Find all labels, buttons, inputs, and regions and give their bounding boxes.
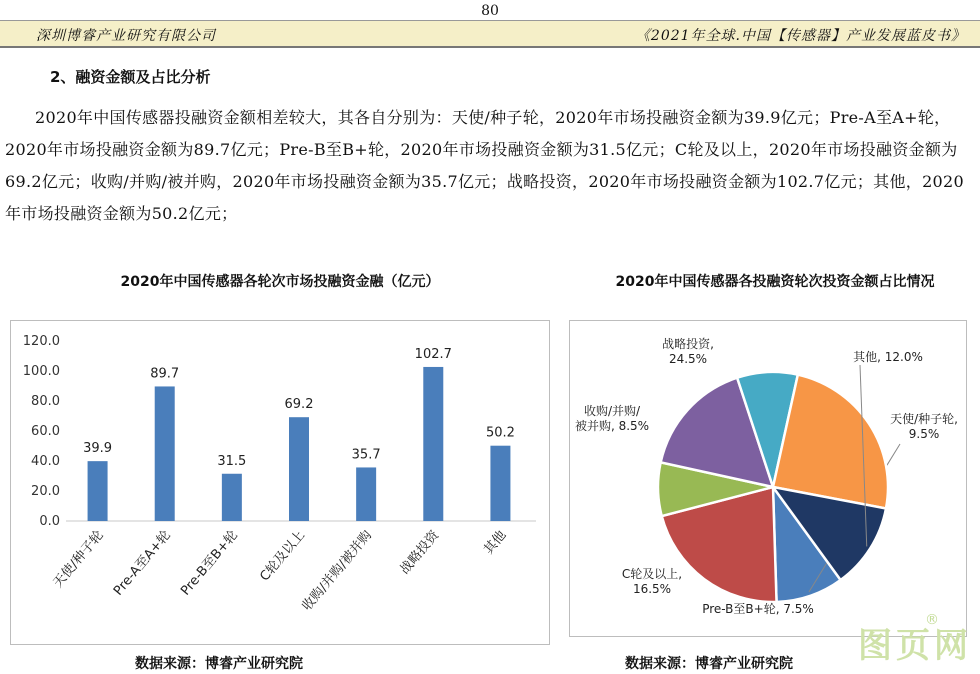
bar-value-label: 35.7 [351,447,381,463]
bar [222,474,242,521]
x-category-label: 其他 [481,527,510,558]
pie-chart-frame [569,320,967,637]
pie-slice-label: 天使/种子轮, [890,412,958,426]
x-category-label: 收购/并购/被并购 [299,527,376,614]
pie-chart-title: 2020年中国传感器各投融资轮次投资金额占比情况 [615,274,935,290]
pie-chart [570,321,966,636]
bar [423,367,443,521]
bar-value-label: 31.5 [217,453,247,469]
y-tick-label: 60.0 [31,424,60,439]
bar-value-label: 89.7 [150,366,180,382]
pie-slice-label: 被并购, 8.5% [574,419,650,433]
y-tick-label: 120.0 [22,334,60,349]
body-paragraph: 2020年中国传感器投融资金额相差较大，其各自分别为：天使/种子轮，2020年市场投融资金额为39.9亿元；Pre-A至A+轮，2020年市场投融资金额为89.7亿元；Pre-B至B+轮，2020年市场投融资金额为31.5亿元；C轮及以上，2020年市场投融资金额为69.2亿元；收购/并购/被并购，2020年市场投融资金额为35.7亿元；战略投资，2020年市场投融资金额为102.7亿元；其他，2020年市场投融资金额为50.2亿元； [5,108,964,223]
watermark-logo: 图页网 [858,626,972,666]
pie-chart-source: 数据来源：博睿产业研究院 [625,656,793,672]
page-number: 80 [481,3,499,19]
pie-slice-label: 收购/并购/ [583,404,641,418]
bar-chart [11,321,549,644]
y-tick-label: 0.0 [39,514,60,529]
bar-chart-source: 数据来源：博睿产业研究院 [135,656,303,672]
pie-slice-label: 24.5% [668,352,708,366]
x-category-label: 天使/种子轮 [50,527,107,591]
bar-chart-title: 2020年中国传感器各轮次市场投融资金融（亿元） [120,274,440,290]
x-category-label: Pre-A至A+轮 [111,527,174,599]
bar-value-label: 39.9 [83,441,113,457]
pie-slice-label: C轮及以上, [621,567,683,581]
bar [289,417,309,521]
y-tick-label: 100.0 [22,364,60,379]
pie-slice-label: Pre-B至B+轮, 7.5% [702,602,814,616]
bar [490,446,510,521]
pie-slice-label: 其他, 12.0% [853,350,923,364]
watermark-registered-mark: ® [925,612,939,628]
bar [88,461,108,521]
bar-chart-frame [10,320,550,645]
bar [155,386,175,521]
y-tick-label: 80.0 [31,394,60,409]
header-book-title: 《2021年全球.中国【传感器】产业发展蓝皮书》 [635,28,966,44]
y-tick-label: 40.0 [31,454,60,469]
x-category-label: C轮及以上 [257,527,309,585]
section-heading: 2、融资金额及占比分析 [50,68,211,86]
x-category-label: 战略投资 [397,527,443,578]
pie-slice-label: 16.5% [632,582,672,596]
header-company: 深圳博睿产业研究有限公司 [36,28,216,44]
bar-value-label: 69.2 [284,397,314,413]
pie-slice-label: 9.5% [908,427,940,441]
x-category-label: Pre-B至B+轮 [178,527,241,599]
y-tick-label: 20.0 [31,484,60,499]
bar [356,467,376,521]
bar-value-label: 102.7 [414,346,452,362]
bar-value-label: 50.2 [485,425,515,441]
pie-slice-label: 战略投资, [662,337,714,351]
